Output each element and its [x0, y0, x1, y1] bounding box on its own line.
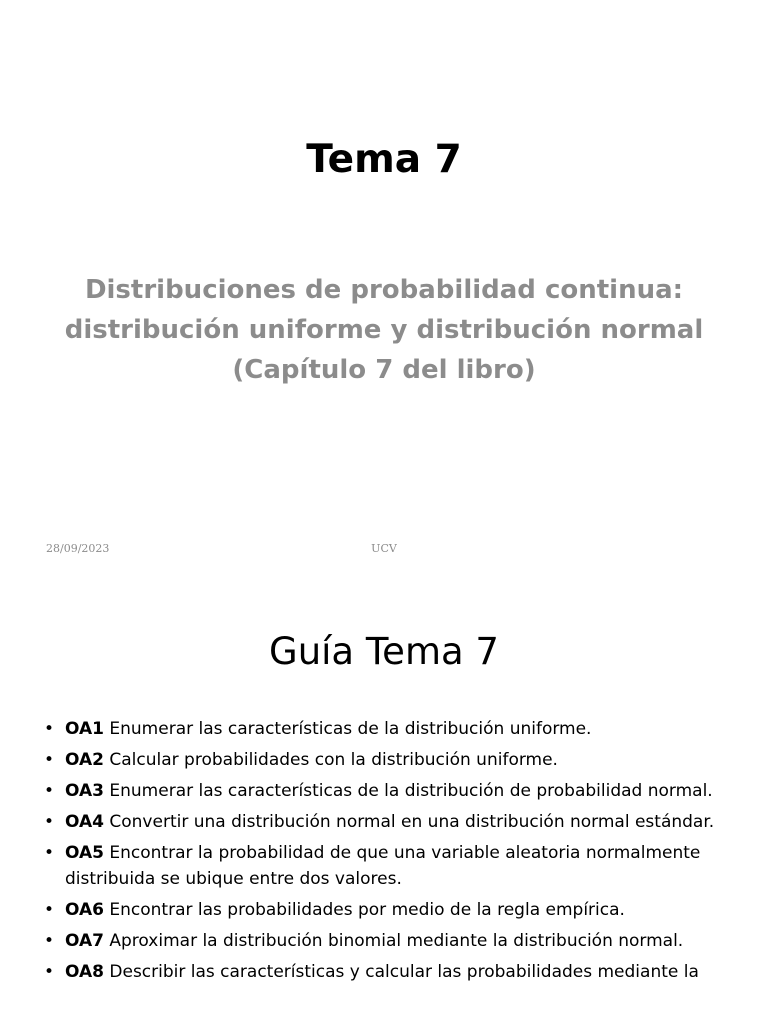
subtitle-line: distribución uniforme y distribución normal — [64, 315, 704, 345]
slide-title: Tema 7 — [306, 137, 462, 182]
objective-item — [44, 778, 734, 804]
objective-text: Convertir una distribución normal en una distribución normal estándar. — [109, 812, 715, 832]
objective-code: OA1 — [65, 719, 104, 739]
guide-slide — [0, 576, 768, 1024]
objective-item — [44, 809, 734, 835]
objective-item — [44, 840, 734, 892]
objective-code: OA3 — [65, 781, 104, 801]
objective-item — [44, 897, 734, 923]
objective-item — [44, 747, 734, 773]
objective-code: OA8 — [65, 962, 104, 982]
objective-item — [44, 928, 734, 954]
objective-code: OA5 — [65, 843, 104, 863]
slide-subtitle — [40, 270, 728, 390]
objective-code: OA7 — [65, 931, 104, 951]
objective-code: OA6 — [65, 900, 104, 920]
objective-text: Describir las características y calcular las probabilidades mediante la — [109, 962, 699, 982]
objective-item — [44, 716, 734, 742]
objective-code: OA2 — [65, 750, 104, 770]
objective-text: Encontrar las probabilidades por medio de la regla empírica. — [109, 900, 625, 920]
guide-title: Guía Tema 7 — [269, 630, 499, 673]
objective-text: Enumerar las características de la distribución de probabilidad normal. — [109, 781, 713, 801]
objective-text: Enumerar las características de la distribución uniforme. — [109, 719, 592, 739]
objective-code: OA4 — [65, 812, 104, 832]
objectives-list — [44, 716, 734, 990]
objective-text: Calcular probabilidades con la distribución uniforme. — [109, 750, 558, 770]
footer-institution: UCV — [371, 542, 397, 555]
subtitle-line: Distribuciones de probabilidad continua: — [84, 275, 684, 305]
objective-text: Encontrar la probabilidad de que una variable aleatoria normalmente distribuida se ubique entre dos valores. — [65, 843, 701, 889]
footer-date: 28/09/2023 — [46, 542, 110, 555]
objective-text: Aproximar la distribución binomial mediante la distribución normal. — [109, 931, 684, 951]
subtitle-line: (Capítulo 7 del libro) — [232, 355, 536, 385]
objective-item — [44, 959, 734, 985]
